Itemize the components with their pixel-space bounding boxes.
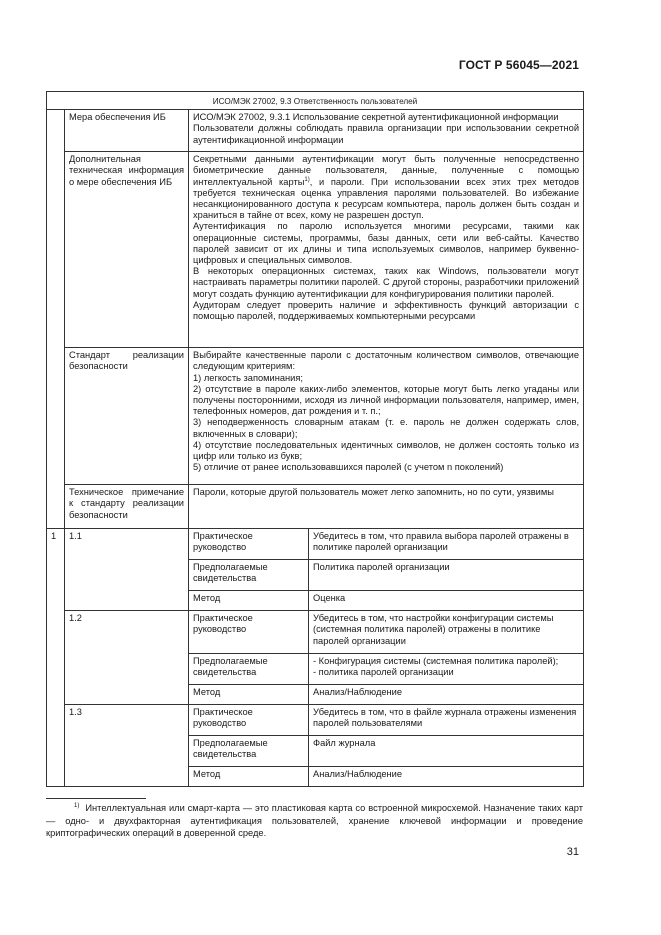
footnote-marker: 1) xyxy=(74,802,80,809)
table-row xyxy=(47,152,584,348)
section-title: ИСО/МЭК 27002, 9.3 Ответственность пользователей xyxy=(47,92,584,110)
subitem-row xyxy=(47,529,584,560)
entry-label: Предполагаемые свидетельства xyxy=(189,654,309,685)
entry-label: Метод xyxy=(189,767,309,787)
entry-value: Убедитесь в том, что правила выбора паролей отражены в политике паролей организации xyxy=(309,529,584,560)
entry-label: Метод xyxy=(189,591,309,611)
content-paragraph: В некоторых операционных системах, таких как Windows, пользователи могут настраивать параметры политики паролей. С другой стороны, разработчики приложений могут создать функцию аутентификации для конфигурирования политики паролей. xyxy=(193,266,580,299)
content-paragraph: Пользователи должны соблюдать правила организации при использовании секретной аутентификационной информации xyxy=(193,123,580,145)
row-content xyxy=(189,485,584,529)
entry-value xyxy=(309,654,584,685)
content-paragraph xyxy=(193,154,579,221)
entry-label: Предполагаемые свидетельства xyxy=(189,736,309,767)
content-text: , и пароли. При использовании всех этих трех методов требуется техническая оценка управления паролями пользователей. Во избежание несанкционированного доступа к ресурсам компьютера, пароль должен быть создан и храниться в тайне от всех, кому не разрешен доступ. xyxy=(193,176,580,221)
document-code: ГОСТ Р 56045—2021 xyxy=(458,58,579,72)
content-paragraph: 2) отсутствие в пароле каких-либо элементов, которые могут быть легко угаданы или получены посторонними, исходя из личной информации пользователя, например, имен, телефонных номеров, дат рождения и т. п.; xyxy=(193,383,580,417)
entry-label: Предполагаемые свидетельства xyxy=(189,560,309,591)
entry-value: Файл журнала xyxy=(309,736,584,767)
footnote-reference: 1) xyxy=(304,176,310,183)
row-label: Техническое примечание к стандарту реализации безопасности xyxy=(65,485,189,529)
table-row xyxy=(47,348,584,485)
content-paragraph: Аутентификация по паролю используется многими ресурсами, такими как операционные системы, программы, базы данных, сети или веб-сайты. Качество паролей зависит от их длины и типа используемых символов, например буквенно-цифровых и специальных символов. xyxy=(193,221,580,266)
row-content xyxy=(189,152,584,348)
subitem-row xyxy=(47,705,584,736)
section-header-row xyxy=(47,92,584,110)
subitem-number: 1.3 xyxy=(65,705,189,787)
entry-value: Оценка xyxy=(309,591,584,611)
subitem-number: 1.2 xyxy=(65,611,189,705)
group-number: 1 xyxy=(47,529,65,787)
entry-value: Убедитесь в том, что в файле журнала отражены изменения паролей пользователями xyxy=(309,705,584,736)
entry-value: Политика паролей организации xyxy=(309,560,584,591)
subitem-number: 1.1 xyxy=(65,529,189,611)
entry-value: Анализ/Наблюдение xyxy=(309,767,584,787)
content-paragraph: Аудиторам следует проверить наличие и эффективность функций авторизации с помощью паролей, поддерживаемых компьютерными ресурсами xyxy=(193,299,580,322)
entry-label: Метод xyxy=(189,685,309,705)
page-number: 31 xyxy=(566,846,579,858)
content-paragraph: 4) отсутствие последовательных идентичных символов, не должен состоять только из цифр или только из букв; xyxy=(193,439,580,462)
entry-value: Анализ/Наблюдение xyxy=(309,685,584,705)
entry-label: Практическое руководство xyxy=(189,705,309,736)
footnote-divider xyxy=(46,798,146,799)
content-paragraph: 3) неподверженность словарным атакам (т. е. пароль не должен содержать слов, включенных в словари); xyxy=(193,417,580,439)
table-row xyxy=(47,110,584,152)
entry-label: Практическое руководство xyxy=(189,529,309,560)
entry-label: Практическое руководство xyxy=(189,611,309,654)
content-paragraph: ИСО/МЭК 27002, 9.3.1 Использование секретной аутентификационной информации xyxy=(193,112,559,123)
entry-value: Убедитесь в том, что настройки конфигурации системы (системная политика паролей) отражены в политике паролей организации xyxy=(309,611,584,654)
row-label: Мера обеспечения ИБ xyxy=(65,110,189,152)
row-label: Стандарт реализации безопасности xyxy=(65,348,189,485)
table-row xyxy=(47,485,584,529)
row-label: Дополнительная техническая информация о мере обеспечения ИБ xyxy=(65,152,189,348)
content-paragraph: Пароли, которые другой пользователь может легко запомнить, но по сути, уязвимы xyxy=(193,487,554,498)
control-table xyxy=(46,91,584,787)
entry-value-line: - политика паролей организации xyxy=(313,667,454,678)
empty-cell xyxy=(47,110,65,529)
content-paragraph: 1) легкость запоминания; xyxy=(193,372,303,383)
row-content xyxy=(189,110,584,152)
subitem-row xyxy=(47,611,584,654)
row-content xyxy=(189,348,584,485)
entry-value-line: - Конфигурация системы (системная политика паролей); xyxy=(313,656,559,667)
footnote-text: Интеллектуальная или смарт-карта — это пластиковая карта со встроенной микросхемой. Назначение таких карт — одно- и двухфакторная аутентификация пользователей, хранение ключевой информации и проведение криптографических операций в доверенной среде. xyxy=(46,803,583,839)
content-paragraph: Выбирайте качественные пароли с достаточным количеством символов, отвечающие следующим критериям: xyxy=(193,350,580,372)
content-text: Секретными данными аутентификации могут быть полученные непосредственно биометрические данные пользователя, данные, полученные с помощью интеллектуальной карты xyxy=(193,154,580,187)
footnote xyxy=(46,802,583,840)
content-paragraph: 5) отличие от ранее использовавшихся паролей (с учетом n поколений) xyxy=(193,462,504,473)
